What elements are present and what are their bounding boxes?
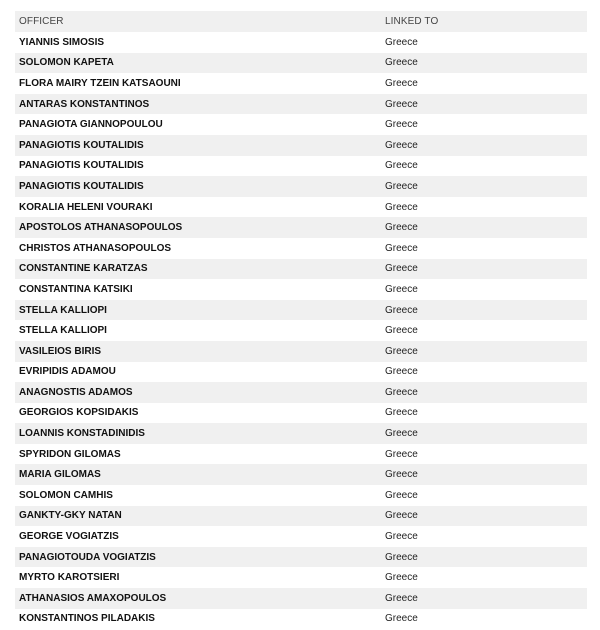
officers-table [15,11,587,629]
officer-name-cell: KORALIA HELENI VOURAKI [19,201,153,213]
linked-to-cell: Greece [385,613,418,625]
linked-to-cell: Greece [385,36,418,48]
officer-name-cell: PANAGIOTOUDA VOGIATZIS [15,547,381,568]
officer-name-cell: APOSTOLOS ATHANASOPOULOS [15,217,381,238]
linked-to-cell: Greece [381,176,587,197]
table-row [15,114,587,135]
linked-to-cell: Greece [385,283,418,295]
table-row [15,609,587,630]
officer-name-cell: KONSTANTINOS PILADAKIS [19,613,155,625]
officer-name-cell: FLORA MAIRY TZEIN KATSAOUNI [19,77,181,89]
table-row [15,341,587,362]
linked-to-cell: Greece [381,94,587,115]
officer-name-cell: ANAGNOSTIS ADAMOS [15,382,381,403]
table-row [15,259,587,280]
linked-to-cell: Greece [385,531,418,543]
table-row [15,217,587,238]
officer-name-cell: PANAGIOTIS KOUTALIDIS [15,135,381,156]
linked-to-cell: Greece [385,160,418,172]
table-row [15,300,587,321]
linked-to-cell: Greece [385,325,418,337]
table-row [15,320,587,341]
table-row [15,464,587,485]
table-row [15,444,587,465]
officer-name-cell: YIANNIS SIMOSIS [19,36,105,48]
linked-to-cell: Greece [385,77,418,89]
linked-to-cell: Greece [385,119,418,131]
linked-to-cell: Greece [385,489,418,501]
table-row [15,423,587,444]
table-row [15,506,587,527]
table-row [15,547,587,568]
table-body [15,32,587,629]
table-row [15,94,587,115]
linked-to-cell: Greece [385,448,418,460]
officer-name-cell: CONSTANTINA KATSIKI [19,283,133,295]
linked-to-cell: Greece [381,300,587,321]
officer-name-cell: EVRIPIDIS ADAMOU [19,366,116,378]
officer-name-cell: ANTARAS KONSTANTINOS [15,94,381,115]
table-row [15,362,587,383]
table-header-row [15,11,587,32]
table-row [15,567,587,588]
column-header-linked-to: LINKED TO [381,11,587,32]
table-row [15,73,587,94]
officer-name-cell: LOANNIS KONSTADINIDIS [15,423,381,444]
officer-name-cell: SOLOMON CAMHIS [19,489,113,501]
column-header-officer: OFFICER [15,11,381,32]
linked-to-cell: Greece [381,506,587,527]
linked-to-cell: Greece [385,407,418,419]
linked-to-cell: Greece [381,53,587,74]
linked-to-cell: Greece [385,572,418,584]
officer-name-cell: STELLA KALLIOPI [19,325,107,337]
table-row [15,197,587,218]
table-row [15,238,587,259]
officer-name-cell: CHRISTOS ATHANASOPOULOS [19,242,172,254]
linked-to-cell: Greece [381,382,587,403]
table-row [15,32,587,53]
officer-name-cell: GANKTY-GKY NATAN [15,506,381,527]
table-row [15,588,587,609]
linked-to-cell: Greece [381,464,587,485]
table-row [15,135,587,156]
officer-name-cell: VASILEIOS BIRIS [15,341,381,362]
officer-name-cell: PANAGIOTA GIANNOPOULOU [19,119,163,131]
table-row [15,526,587,547]
officer-name-cell: PANAGIOTIS KOUTALIDIS [19,160,144,172]
table-row [15,403,587,424]
linked-to-cell: Greece [385,201,418,213]
officer-name-cell: MARIA GILOMAS [15,464,381,485]
officer-name-cell: GEORGE VOGIATZIS [19,531,119,543]
officer-name-cell: MYRTO KAROTSIERI [19,572,120,584]
linked-to-cell: Greece [381,423,587,444]
linked-to-cell: Greece [381,135,587,156]
linked-to-cell: Greece [381,259,587,280]
table-row [15,382,587,403]
officer-name-cell: STELLA KALLIOPI [15,300,381,321]
officer-name-cell: GEORGIOS KOPSIDAKIS [19,407,139,419]
linked-to-cell: Greece [381,217,587,238]
linked-to-cell: Greece [381,341,587,362]
table-row [15,279,587,300]
linked-to-cell: Greece [385,242,418,254]
table-row [15,53,587,74]
officer-name-cell: SPYRIDON GILOMAS [19,448,121,460]
officer-name-cell: ATHANASIOS AMAXOPOULOS [15,588,381,609]
linked-to-cell: Greece [385,366,418,378]
linked-to-cell: Greece [381,547,587,568]
officer-name-cell: SOLOMON KAPETA [15,53,381,74]
linked-to-cell: Greece [381,588,587,609]
table-row [15,156,587,177]
table-row [15,485,587,506]
table-row [15,176,587,197]
officer-name-cell: CONSTANTINE KARATZAS [15,259,381,280]
officers-table-container [15,11,587,629]
officer-name-cell: PANAGIOTIS KOUTALIDIS [15,176,381,197]
